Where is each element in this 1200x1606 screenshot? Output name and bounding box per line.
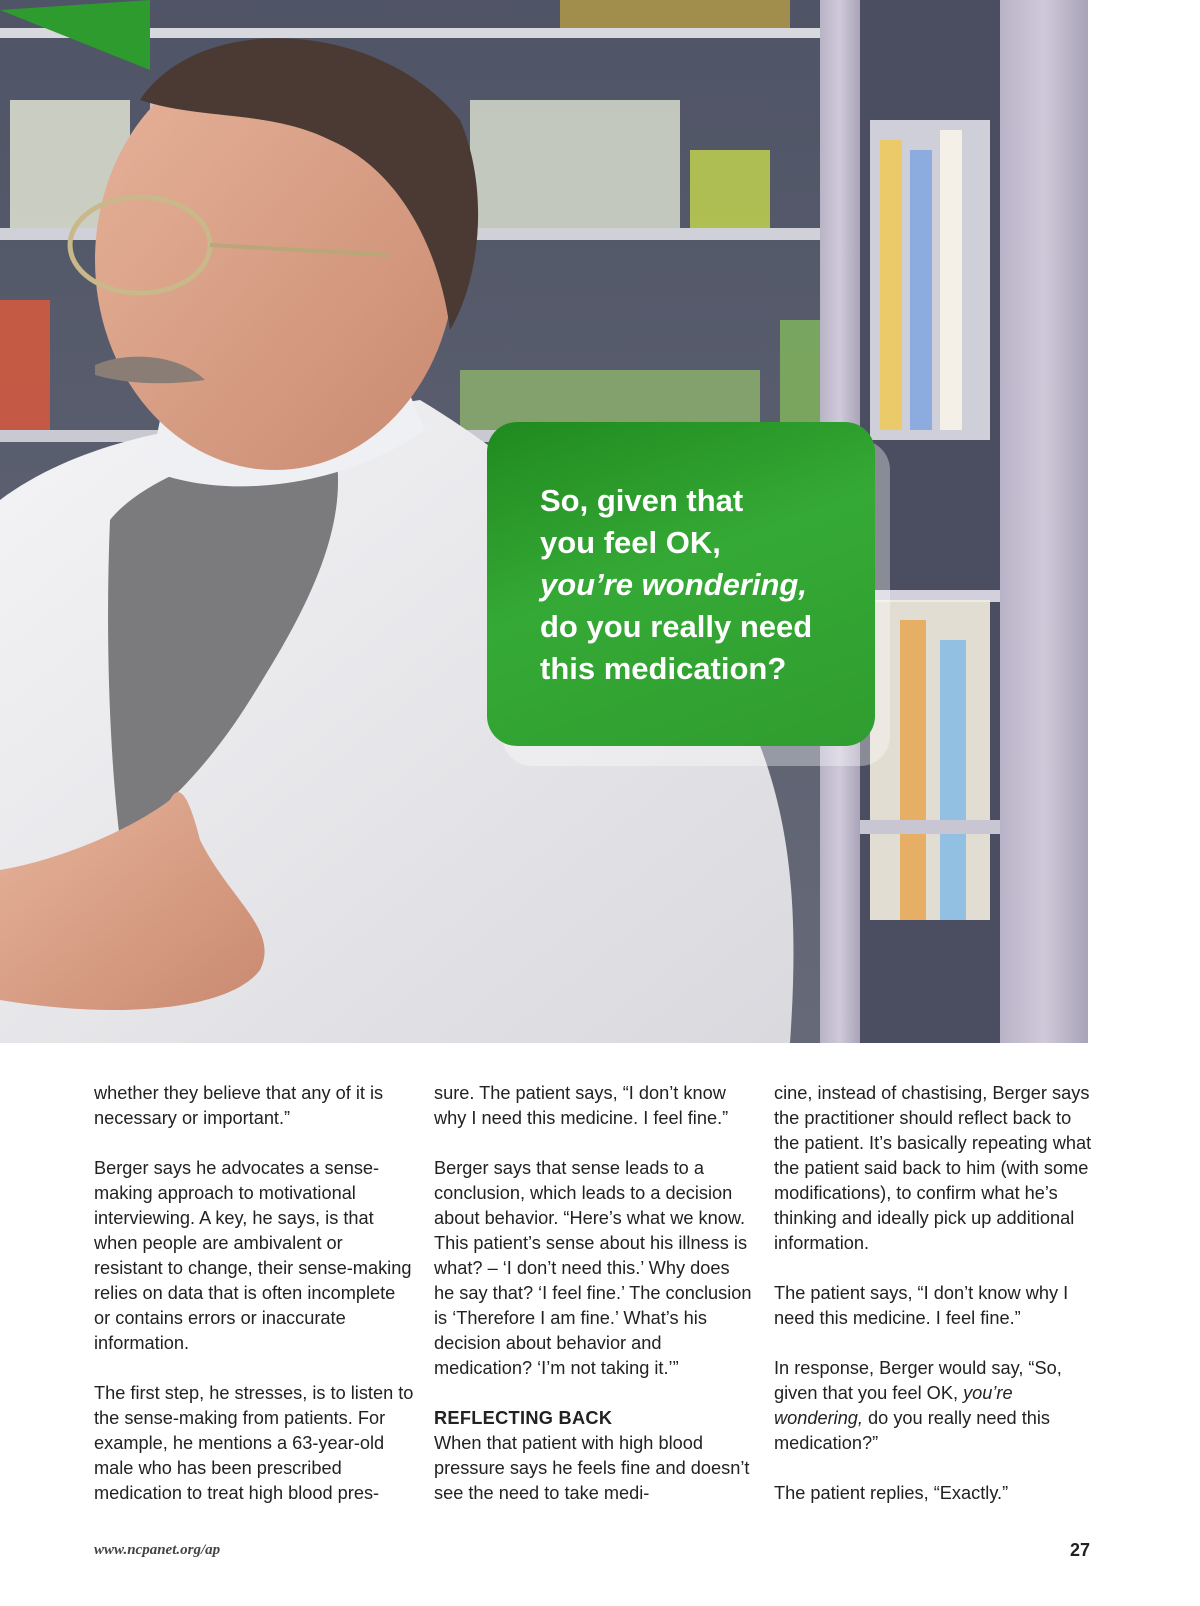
paragraph: The patient replies, “Exactly.” bbox=[774, 1483, 1009, 1503]
text-run: do you really need this medication?” bbox=[774, 1408, 1051, 1453]
bubble-line: do you really need bbox=[540, 609, 813, 644]
paragraph: The first step, he stresses, is to listen to the sense-making from patients. For example, he mentions a 63-year-old male who has been prescribed medication to treat high blood pres- bbox=[94, 1383, 414, 1503]
speech-bubble-quote bbox=[540, 480, 860, 690]
bubble-line-italic: you’re wondering, bbox=[540, 567, 807, 602]
bubble-line: So, given that bbox=[540, 483, 744, 518]
paragraph: Berger says that sense leads to a conclusion, which leads to a decision about behavior. “Here’s what we know. This patient’s sense about his illness is what? – ‘I don’t need this.’ Why does he say that? ‘I feel fine.’ The conclusion is ‘Therefore I am fine.’ What’s his decision about behavior and medication? ‘I’m not taking it.’” bbox=[434, 1158, 752, 1378]
paragraph-with-emphasis bbox=[774, 1356, 1094, 1456]
speech-bubble-tail bbox=[0, 0, 150, 80]
footer-website-link[interactable]: www.ncpanet.org/ap bbox=[94, 1542, 221, 1558]
emphasis-run: you’re wondering, bbox=[774, 1383, 1013, 1428]
paragraph: Berger says he advocates a sense-making approach to motivational interviewing. A key, he says, is that when people are ambivalent or resistant to change, their sense-making relies on data that is often incomplete or contains errors or inaccurate information. bbox=[94, 1158, 412, 1353]
article-columns bbox=[94, 1081, 1090, 1521]
article-column-2 bbox=[434, 1081, 754, 1531]
bubble-line: you feel OK, bbox=[540, 525, 721, 560]
bubble-line: this medication? bbox=[540, 651, 787, 686]
article-column-3 bbox=[774, 1081, 1094, 1531]
page-number: 27 bbox=[1069, 1540, 1090, 1560]
article-column-1 bbox=[94, 1081, 414, 1531]
paragraph: The patient says, “I don’t know why I need this medicine. I feel fine.” bbox=[774, 1283, 1069, 1328]
section-heading: REFLECTING BACK bbox=[434, 1408, 613, 1428]
paragraph: When that patient with high blood pressure says he feels fine and doesn’t see the need to take medi- bbox=[434, 1433, 750, 1503]
paragraph: whether they believe that any of it is necessary or important.” bbox=[94, 1083, 384, 1128]
paragraph: sure. The patient says, “I don’t know why I need this medicine. I feel fine.” bbox=[434, 1083, 729, 1128]
text-run: In response, Berger would say, “So, given that you feel OK, bbox=[774, 1358, 1062, 1403]
paragraph: cine, instead of chastising, Berger says the practitioner should reflect back to the patient. It’s basically repeating what the patient said back to him (with some modifications), to confirm what he’s thinking and ideally pick up additional information. bbox=[774, 1083, 1092, 1253]
